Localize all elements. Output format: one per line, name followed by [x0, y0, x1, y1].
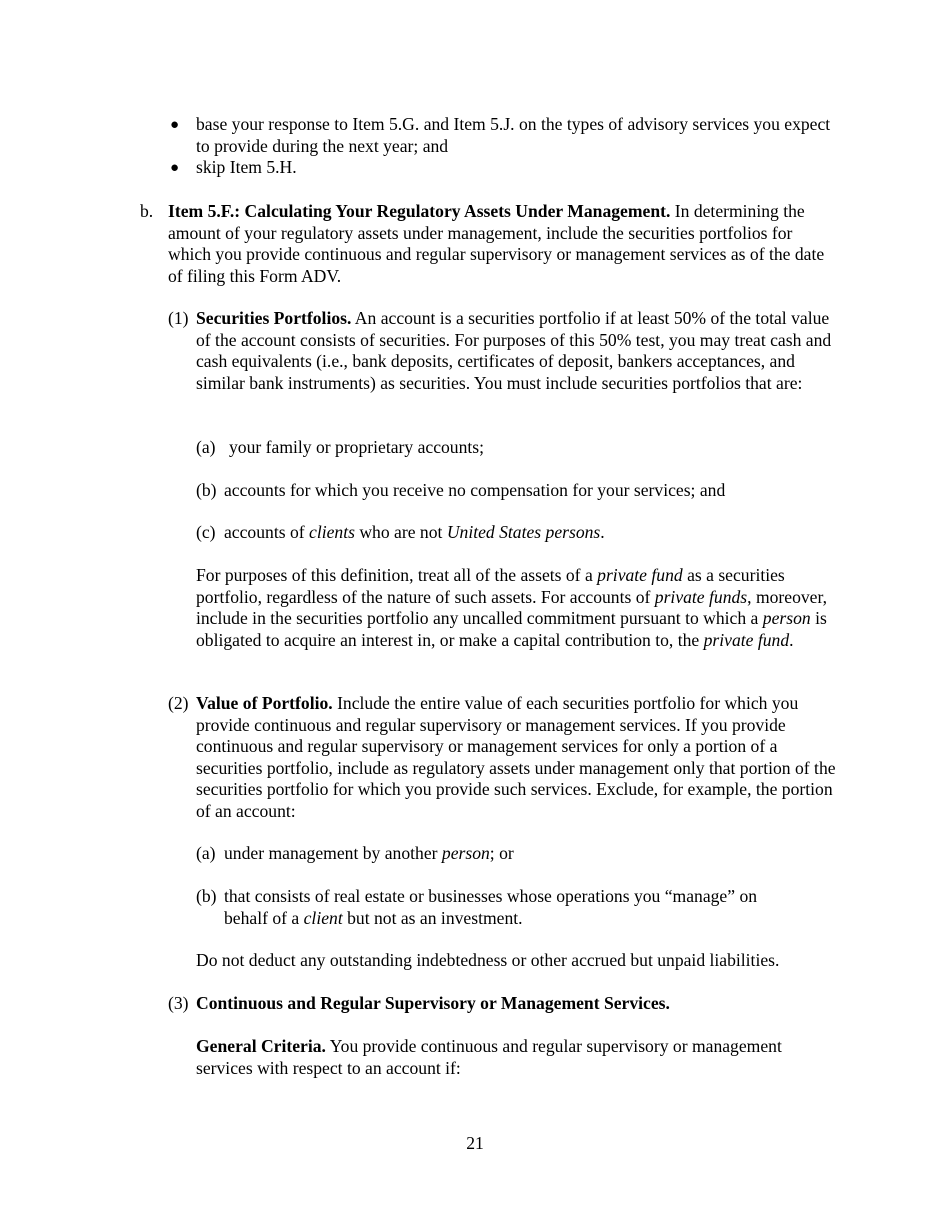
section-body: In determining the amount of your regulatory assets under management, include the securities portfolios for which you provide continuous and regular supervisory or management services as of the date of filing this Form ADV.: [168, 201, 825, 286]
bullet-icon: ●: [170, 160, 180, 176]
item-label: (2): [168, 693, 189, 713]
item-title: Value of Portfolio.: [196, 693, 333, 713]
sub-item: accounts of clients who are not United States persons.: [224, 522, 605, 542]
item-label: (1): [168, 308, 189, 328]
bullet-item: skip Item 5.H.: [196, 157, 297, 177]
general-criteria-body: You provide continuous and regular supervisory or management services with respect to an account if:: [196, 1036, 782, 1078]
general-criteria-paragraph: [196, 1036, 836, 1079]
section-title: Item 5.F.: Calculating Your Regulatory Assets Under Management.: [168, 201, 671, 221]
bullet-item: base your response to Item 5.G. and Item 5.J. on the types of advisory services you expect to provide during the next year; and: [196, 114, 831, 156]
general-criteria-title: General Criteria.: [196, 1036, 326, 1056]
sub-label: (b): [196, 886, 217, 906]
sub-item: under management by another person; or: [224, 843, 514, 863]
item2-paragraph: [196, 693, 836, 822]
section-label: b.: [140, 201, 154, 221]
item-body: Include the entire value of each securities portfolio for which you provide continuous and regular supervisory or management services. If you provide continuous and regular supervisory or management services for only a portion of a securities portfolio, include as regulatory assets under management only that portion of the securities portfolio for which you provide such services. Exclude, for example, the portion of an account:: [196, 693, 836, 821]
sub-label: (b): [196, 480, 217, 500]
item2-note: Do not deduct any outstanding indebtedness or other accrued but unpaid liabilities.: [196, 950, 780, 970]
sub-item: that consists of real estate or businesses whose operations you “manage” on behalf of a client but not as an investment.: [224, 886, 758, 928]
section-b-paragraph: [168, 201, 836, 287]
sub-label: (a): [196, 843, 216, 863]
item-body: An account is a securities portfolio if at least 50% of the total value of the account consists of securities. For purposes of this 50% test, you may treat cash and cash equivalents (i.e., bank deposits, certificates of deposit, bankers acceptances, and similar bank instruments) as securities. You must include securities portfolios that are:: [196, 308, 832, 393]
item3-title: Continuous and Regular Supervisory or Management Services.: [196, 993, 670, 1013]
sub-item: accounts for which you receive no compensation for your services; and: [224, 480, 726, 500]
item-label: (3): [168, 993, 189, 1013]
item1-paragraph: [196, 308, 838, 394]
sub-label: (a): [196, 437, 216, 457]
sub-item: your family or proprietary accounts;: [229, 437, 485, 457]
page-number: 21: [466, 1133, 484, 1153]
item-title: Securities Portfolios.: [196, 308, 352, 328]
sub-label: (c): [196, 522, 216, 542]
bullet-icon: ●: [170, 117, 180, 133]
item1-note: For purposes of this definition, treat all of the assets of a private fund as a securities portfolio, regardless of the nature of such assets. For accounts of private funds, moreover, include in the securities portfolio any uncalled commitment pursuant to which a person is obligated to acquire an interest in, or make a capital contribution to, the private fund.: [196, 565, 828, 650]
